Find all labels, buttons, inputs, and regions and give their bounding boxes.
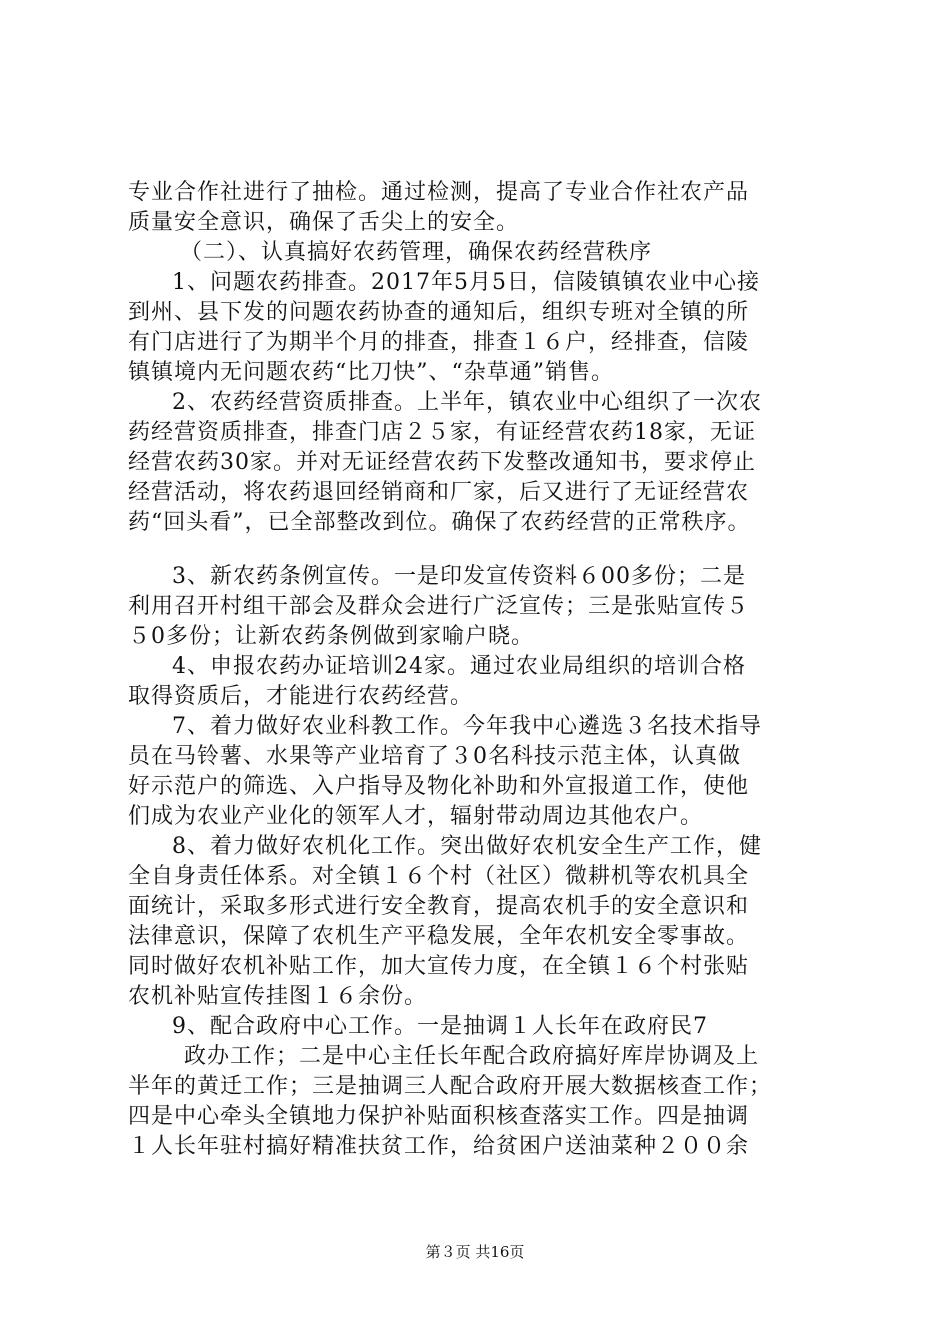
body-line: 8、着力做好农机化工作。突出做好农机安全生产工作，健 <box>172 834 762 859</box>
body-line: 7、着力做好农业科教工作。今年我中心遴选３名技术指导 <box>172 714 762 739</box>
body-line: 专业合作社进行了抽检。通过检测，提高了专业合作社农产品 <box>128 180 750 205</box>
body-line: 半年的黄迁工作；三是抽调三人配合政府开展大数据核查工作； <box>128 1074 773 1099</box>
body-line: 1、问题农药排查。2017年5月5日，信陵镇镇农业中心接 <box>172 270 760 295</box>
body-line: 质量安全意识，确保了舌尖上的安全。 <box>128 210 520 235</box>
body-line: 9、配合政府中心工作。一是抽调１人长年在政府民7 <box>172 1014 708 1039</box>
page-footer <box>0 1242 950 1262</box>
body-line: 全自身责任体系。对全镇１６个村（社区）微耕机等农机具全 <box>128 864 750 889</box>
body-line: 利用召开村组干部会及群众会进行广泛宣传；三是张贴宣传５ <box>128 594 750 619</box>
body-line: １人长年驻村搞好精准扶贫工作，给贫困户送油菜种２００余 <box>128 1134 750 1159</box>
paragraph-gap <box>128 538 843 562</box>
body-line: 同时做好农机补贴工作，加大宣传力度，在全镇１６个村张贴 <box>128 954 750 979</box>
body-line: 镇镇境内无问题农药“比刀快”、“杂草通”销售。 <box>128 360 614 385</box>
document-body <box>128 178 843 1162</box>
body-line: 2、农药经营资质排查。上半年，镇农业中心组织了一次农 <box>172 390 762 415</box>
body-line: 取得资质后，才能进行农药经营。 <box>128 684 474 709</box>
body-line: 法律意识，保障了农机生产平稳发展，全年农机安全零事故。 <box>128 924 750 949</box>
body-line: 农机补贴宣传挂图１６余份。 <box>128 984 428 1009</box>
page-number-label: 第３页 共16页 <box>425 1243 525 1261</box>
body-line: 经营农药30家。并对无证经营农药下发整改通知书，要求停止 <box>128 450 756 475</box>
body-line: 员在马铃薯、水果等产业培育了３0名科技示范主体，认真做 <box>128 744 741 769</box>
body-line: 药“回头看”，已全部整改到位。确保了农药经营的正常秩序。 <box>128 510 751 535</box>
body-line: 四是中心牵头全镇地力保护补贴面积核查落实工作。四是抽调 <box>128 1104 750 1129</box>
body-line: 药经营资质排查，排查门店２５家，有证经营农药18家，无证 <box>128 420 756 445</box>
body-line: 经营活动，将农药退回经销商和厂家，后又进行了无证经营农 <box>128 480 750 505</box>
body-line: 3、新农药条例宣传。一是印发宣传资料６00多份；二是 <box>172 564 746 589</box>
body-line: 好示范户的筛选、入户指导及物化补助和外宣报道工作，使他 <box>128 774 750 799</box>
body-line: ５0多份；让新农药条例做到家喻户晓。 <box>128 624 534 649</box>
body-line: 到州、县下发的问题农药协查的通知后，组织专班对全镇的所 <box>128 300 750 325</box>
body-line: 4、申报农药办证培训24家。通过农业局组织的培训合格 <box>172 654 746 679</box>
body-line: 面统计，采取多形式进行安全教育，提高农机手的安全意识和 <box>128 894 750 919</box>
body-line: 有门店进行了为期半个月的排查，排查１６户，经排查，信陵 <box>128 330 750 355</box>
body-line: 们成为农业产业化的领军人才，辐射带动周边其他农户。 <box>128 804 704 829</box>
body-line: 政办工作；二是中心主任长年配合政府搞好库岸协调及上 <box>184 1044 760 1069</box>
section-heading: （二）、认真搞好农药管理，确保农药经营秩序 <box>180 240 653 265</box>
